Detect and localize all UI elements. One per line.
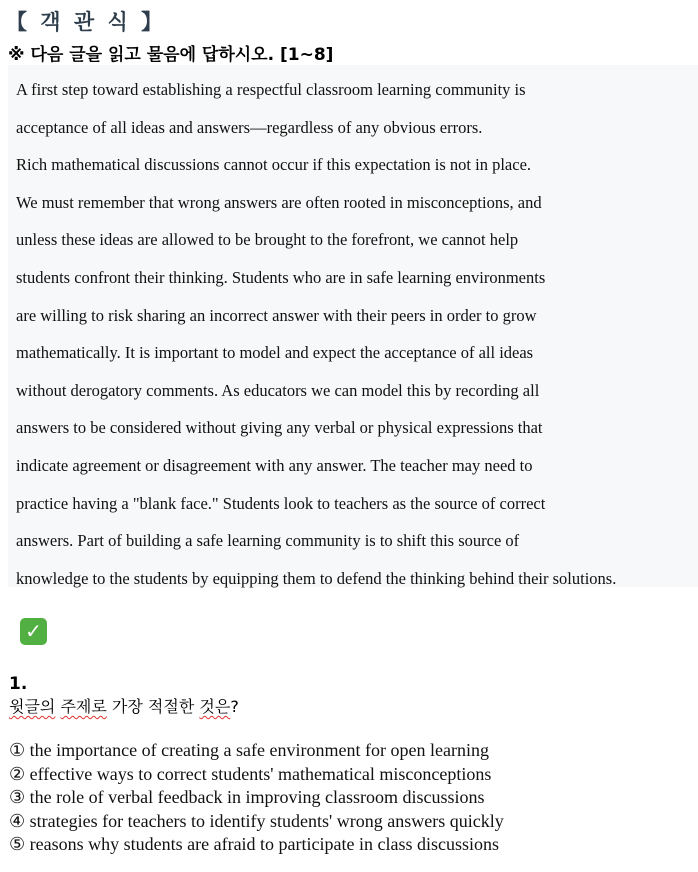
passage-line: We must remember that wrong answers are often rooted in misconceptions, and xyxy=(16,192,542,212)
section-title: 【 객 관 식 】 xyxy=(6,10,166,34)
answer-option-1[interactable]: ① the importance of creating a safe environment for open learning xyxy=(9,740,489,760)
answer-options xyxy=(9,739,504,857)
passage-line: A first step toward establishing a respectful classroom learning community is xyxy=(16,80,526,99)
passage-line: answers. Part of building a safe learning community is to shift this source of xyxy=(16,531,520,551)
question-stem-word: 주제로 xyxy=(60,697,107,716)
passage-line: acceptance of all ideas and answers—regardless of any obvious errors. xyxy=(16,117,483,137)
question-stem-word: 것은 xyxy=(199,697,231,716)
answer-option-3[interactable]: ③ the role of verbal feedback in improving classroom discussions xyxy=(9,787,485,808)
passage-line: mathematically. It is important to model and expect the acceptance of all ideas xyxy=(16,343,534,363)
passage-line: students confront their thinking. Students who are in safe learning environments xyxy=(16,267,546,287)
passage-line: unless these ideas are allowed to be brought to the forefront, we cannot help xyxy=(16,230,519,250)
passage-line: are willing to risk sharing an incorrect answer with their peers in order to grow xyxy=(16,305,537,325)
passage-line: indicate agreement or disagreement with any answer. The teacher may need to xyxy=(16,455,533,475)
check-mark-icon: ✓ xyxy=(20,618,47,645)
answer-option-5[interactable]: ⑤ reasons why students are afraid to participate in class discussions xyxy=(9,834,500,855)
question-number: 1. xyxy=(9,674,28,694)
question-stem-word: 윗글의 xyxy=(9,697,56,716)
passage-line: answers to be considered without giving any verbal or physical expressions that xyxy=(16,418,543,438)
passage-line: without derogatory comments. As educators we can model this by recording all xyxy=(16,380,540,400)
passage-line: practice having a "blank face." Students look to teachers as the source of correct xyxy=(16,493,546,513)
passage-box xyxy=(8,65,698,587)
question-stem-word: 가장 적절한 xyxy=(106,697,200,716)
instruction-text: ※ 다음 글을 읽고 물음에 답하시오. [1~8] xyxy=(8,45,334,65)
passage-line: knowledge to the students by equipping them to defend the thinking behind their solutions. xyxy=(16,568,617,588)
passage-line: Rich mathematical discussions cannot occur if this expectation is not in place. xyxy=(16,155,532,175)
question-stem xyxy=(9,694,239,717)
answer-option-2[interactable]: ② effective ways to correct students' mathematical misconceptions xyxy=(9,763,492,784)
question-stem-word: ? xyxy=(230,697,239,716)
answer-option-4[interactable]: ④ strategies for teachers to identify students' wrong answers quickly xyxy=(9,810,504,831)
